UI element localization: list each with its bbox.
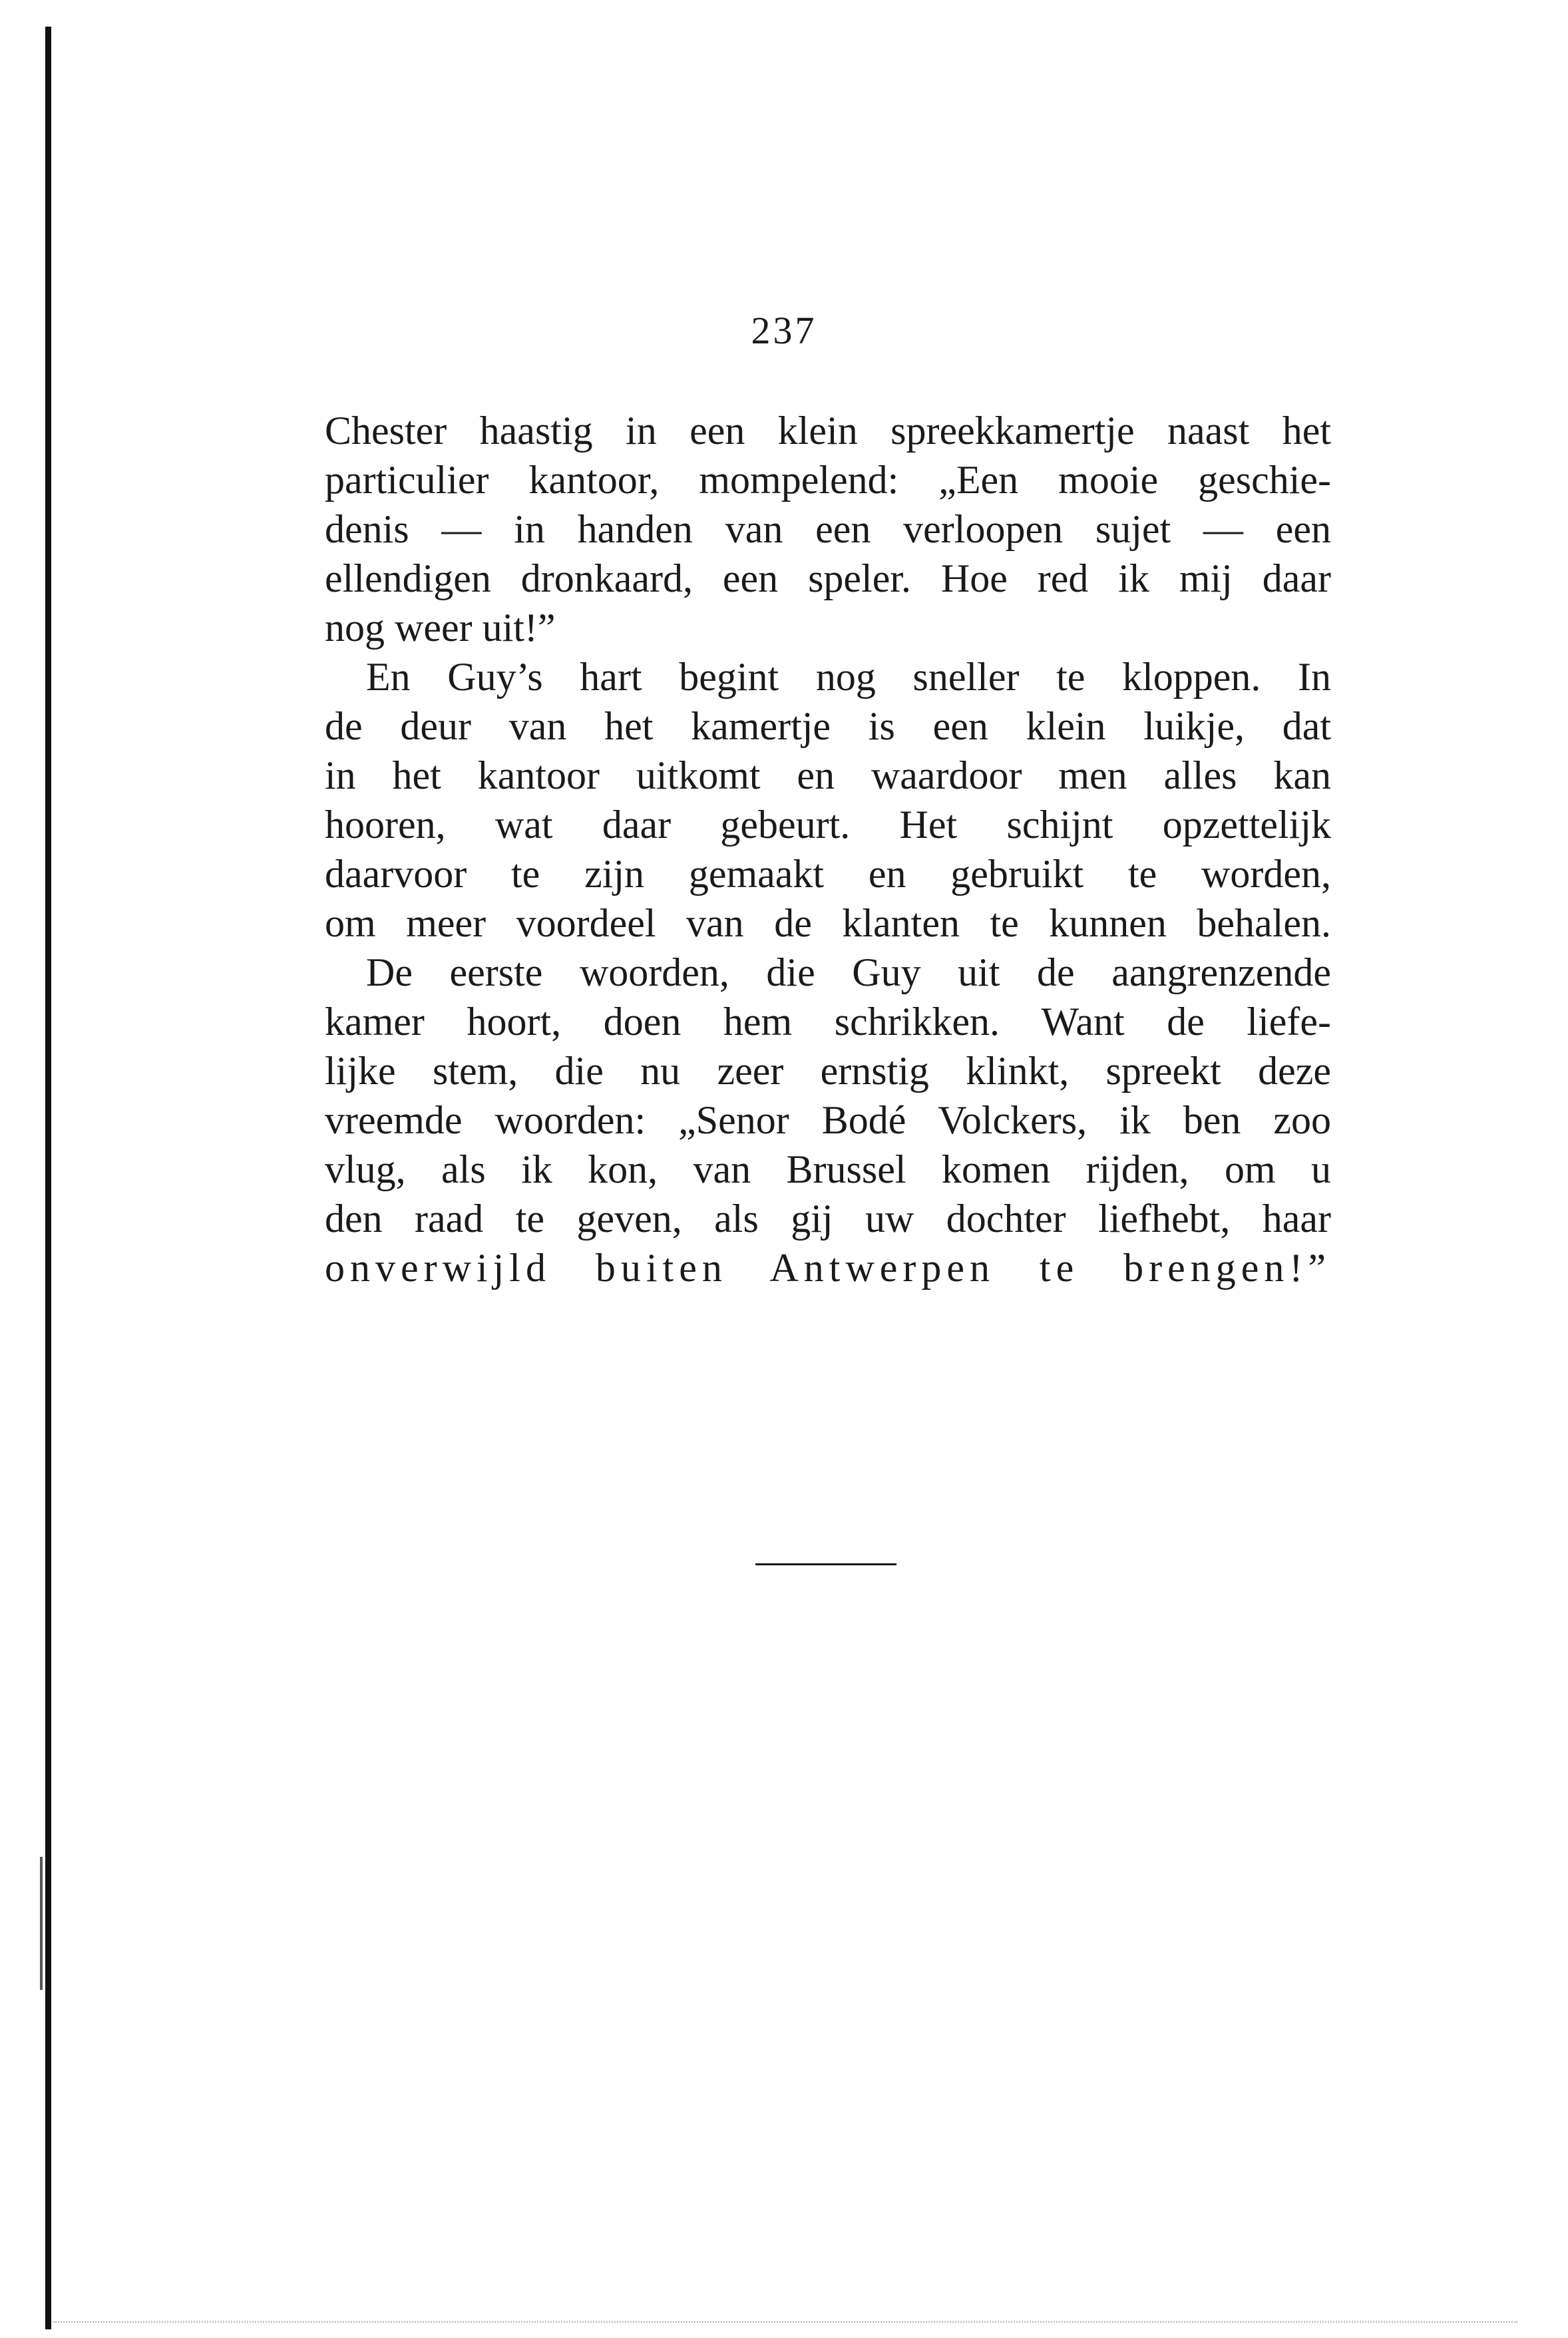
paragraph-start-line: En Guy’s hart begint nog sneller te kloppen. In	[366, 655, 1331, 699]
text-line: de deur van het kamertje is een klein luikje, dat	[325, 704, 1331, 748]
text-line: Chester haastig in een klein spreekkamertje naast het	[325, 409, 1331, 453]
binding-edge	[45, 27, 51, 2329]
end-of-chapter-rule	[755, 1563, 896, 1565]
text-line: in het kantoor uitkomt en waardoor men alles kan	[325, 753, 1331, 797]
text-line: denis — in handen van een verloopen sujet — een	[325, 507, 1331, 551]
text-line: lijke stem, die nu zeer ernstig klinkt, spreekt deze	[325, 1049, 1331, 1093]
binding-edge-mark	[40, 1857, 43, 1990]
paragraph-end-line: nog weer uit!”	[325, 606, 556, 650]
page-number: 237	[751, 309, 817, 352]
text-line: hooren, wat daar gebeurt. Het schijnt opzettelijk	[325, 803, 1331, 847]
text-line: particulier kantoor, mompelend: „Een mooie geschie-	[325, 458, 1331, 502]
text-line: kamer hoort, doen hem schrikken. Want de liefe-	[325, 1000, 1331, 1044]
paragraph-end-line: om meer voordeel van de klanten te kunnen behalen.	[325, 901, 1331, 945]
body-text	[325, 406, 1331, 1292]
page-bottom-edge	[53, 2321, 1517, 2324]
text-line: ellendigen dronkaard, een speler. Hoe red ik mij daar	[325, 556, 1331, 600]
text-line: vreemde woorden: „Senor Bodé Volckers, ik ben zoo	[325, 1098, 1331, 1142]
text-line: daarvoor te zijn gemaakt en gebruikt te worden,	[325, 852, 1331, 896]
text-line: vlug, als ik kon, van Brussel komen rijden, om u	[325, 1147, 1331, 1191]
paragraph-start-line: De eerste woorden, die Guy uit de aangrenzende	[366, 950, 1331, 994]
emphasized-last-line: onverwijld buiten Antwerpen te brengen!”	[325, 1246, 1331, 1290]
text-line: den raad te geven, als gij uw dochter liefhebt, haar	[325, 1197, 1331, 1241]
